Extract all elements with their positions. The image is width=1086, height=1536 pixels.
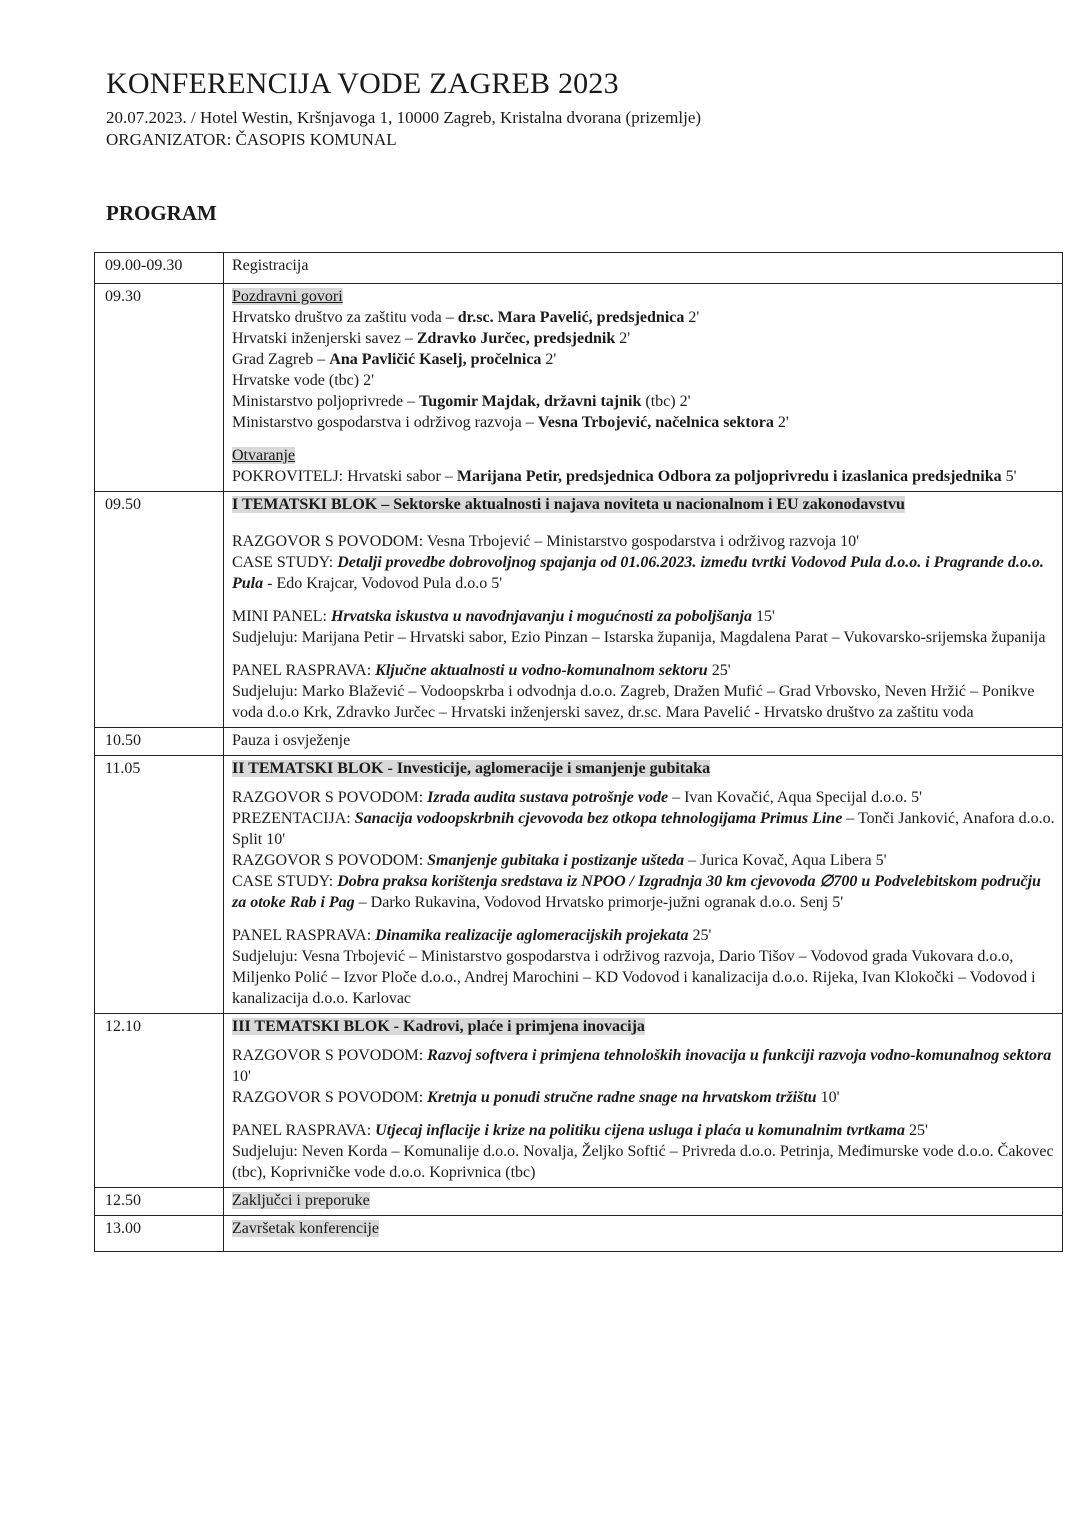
welcome-speech-1: Hrvatsko društvo za zaštitu voda – dr.sc. Mara Pavelić, predsjednica 2' — [232, 309, 700, 326]
table-row — [95, 1188, 1063, 1216]
block-title: I TEMATSKI BLOK – Sektorske aktualnosti i najava noviteta u nacionalnom i EU zakonodavstvu — [232, 496, 905, 513]
time-cell: 09.30 — [95, 284, 224, 492]
session-item: MINI PANEL: Hrvatska iskustva u navodnjavanju i mogućnosti za poboljšanja 15' — [232, 608, 775, 625]
session-item: RAZGOVOR S POVODOM: Smanjenje gubitaka i postizanje ušteda – Jurica Kovač, Aqua Libera 5' — [232, 852, 887, 869]
content-cell — [224, 1216, 1063, 1252]
welcome-speech-4: Hrvatske vode (tbc) 2' — [232, 372, 374, 389]
content-cell — [224, 492, 1063, 728]
table-row — [95, 1014, 1063, 1188]
session-item: CASE STUDY: Dobra praksa korištenja sredstava iz NPOO / Izgradnja 30 km cjevovoda ∅700 u Podvelebitskom području za otoke Rab i Pag – Darko Rukavina, Vodovod Hrvatsko primorje-južni ogranak d.o.o. Senj 5' — [232, 873, 1041, 911]
participants: Sudjeluju: Vesna Trbojević – Ministarstvo gospodarstva i održivog razvoja, Dario Tišov – Vodovod grada Vukovara d.o.o, Miljenko Polić – Izvor Ploče d.o.o., Andrej Marochini – KD Vodovod i kanalizacija d.o.o. Rijeka, Ivan Klokočki – Vodovod i kanalizacija d.o.o. Karlovac — [232, 948, 1036, 1007]
welcome-speech-2: Hrvatski inženjerski savez – Zdravko Jurčec, predsjednik 2' — [232, 330, 631, 347]
session-item: RAZGOVOR S POVODOM: Razvoj softvera i primjena tehnoloških inovacija u funkciji razvoja vodno-komunalnog sektora 10' — [232, 1047, 1052, 1085]
time-cell: 12.50 — [95, 1188, 224, 1216]
program-heading: PROGRAM — [106, 201, 217, 225]
table-row — [95, 1216, 1063, 1252]
content-cell — [224, 1188, 1063, 1216]
organizer: ORGANIZATOR: ČASOPIS KOMUNAL — [106, 130, 397, 149]
content-cell — [224, 284, 1063, 492]
table-row — [95, 492, 1063, 728]
table-row — [95, 756, 1063, 1014]
session-item: PANEL RASPRAVA: Ključne aktualnosti u vodno-komunalnom sektoru 25' — [232, 662, 731, 679]
time-cell: 13.00 — [95, 1216, 224, 1252]
session-item: RAZGOVOR S POVODOM: Izrada audita sustava potrošnje vode – Ivan Kovačić, Aqua Specijal d.o.o. 5' — [232, 789, 922, 806]
opening-speech: POKROVITELJ: Hrvatski sabor – Marijana Petir, predsjednica Odbora za poljoprivredu i izaslanica predsjednika 5' — [232, 468, 1017, 485]
session-text: Pauza i osvježenje — [232, 732, 351, 749]
content-cell — [224, 253, 1063, 284]
program-table — [94, 252, 1063, 1252]
welcome-speech-5: Ministarstvo poljoprivrede – Tugomir Majdak, državni tajnik (tbc) 2' — [232, 393, 691, 410]
session-item: PANEL RASPRAVA: Dinamika realizacije aglomeracijskih projekata 25' — [232, 927, 712, 944]
welcome-speech-3: Grad Zagreb – Ana Pavličić Kaselj, pročelnica 2' — [232, 351, 557, 368]
table-row — [95, 728, 1063, 756]
participants: Sudjeluju: Marko Blažević – Vodoopskrba i odvodnja d.o.o. Zagreb, Dražen Mufić – Grad Vrbovsko, Neven Hržić – Ponikve voda d.o.o Krk, Zdravko Jurčec – Hrvatski inženjerski savez, dr.sc. Mara Pavelić - Hrvatsko društvo za zaštitu voda — [232, 683, 1035, 721]
time-cell: 12.10 — [95, 1014, 224, 1188]
time-cell: 11.05 — [95, 756, 224, 1014]
session-text: Registracija — [232, 257, 309, 274]
block-title: III TEMATSKI BLOK - Kadrovi, plaće i primjena inovacija — [232, 1018, 645, 1035]
table-row — [95, 284, 1063, 492]
table-row — [95, 253, 1063, 284]
time-cell: 09.00-09.30 — [95, 253, 224, 284]
participants: Sudjeluju: Neven Korda – Komunalije d.o.o. Novalja, Željko Softić – Privreda d.o.o. Petrinja, Međimurske vode d.o.o. Čakovec (tbc), Koprivničke vode d.o.o. Koprivnica (tbc) — [232, 1143, 1054, 1181]
time-cell: 10.50 — [95, 728, 224, 756]
session-item: PANEL RASPRAVA: Utjecaj inflacije i krize na politiku cijena usluga i plaća u komunalnim tvrtkama 25' — [232, 1122, 928, 1139]
participants: Sudjeluju: Marijana Petir – Hrvatski sabor, Ezio Pinzan – Istarska županija, Magdalena Parat – Vukovarsko-srijemska županija — [232, 629, 1046, 646]
session-text: Završetak konferencije — [232, 1220, 380, 1237]
content-cell — [224, 1014, 1063, 1188]
session-item: RAZGOVOR S POVODOM: Kretnja u ponudi stručne radne snage na hrvatskom tržištu 10' — [232, 1089, 840, 1106]
date-location: 20.07.2023. / Hotel Westin, Kršnjavoga 1, 10000 Zagreb, Kristalna dvorana (prizemlje) — [106, 108, 702, 127]
block-title: II TEMATSKI BLOK - Investicije, aglomeracije i smanjenje gubitaka — [232, 760, 711, 777]
content-cell — [224, 728, 1063, 756]
conference-title: KONFERENCIJA VODE ZAGREB 2023 — [106, 67, 619, 100]
time-cell: 09.50 — [95, 492, 224, 728]
welcome-speech-6: Ministarstvo gospodarstva i održivog razvoja – Vesna Trbojević, načelnica sektora 2' — [232, 414, 789, 431]
session-item: CASE STUDY: Detalji provedbe dobrovoljnog spajanja od 01.06.2023. između tvrtki Vodovod Pula d.o.o. i Pragrande d.o.o. Pula - Edo Krajcar, Vodovod Pula d.o.o 5' — [232, 554, 1044, 592]
session-item: PREZENTACIJA: Sanacija vodoopskrbnih cjevovoda bez otkopa tehnologijama Primus Line – Tonči Janković, Anafora d.o.o. Split 10' — [232, 810, 1055, 848]
welcome-heading: Pozdravni govori — [232, 288, 343, 305]
opening-heading: Otvaranje — [232, 447, 296, 464]
session-item: RAZGOVOR S POVODOM: Vesna Trbojević – Ministarstvo gospodarstva i održivog razvoja 10' — [232, 533, 859, 550]
session-text: Zaključci i preporuke — [232, 1192, 370, 1209]
content-cell — [224, 756, 1063, 1014]
